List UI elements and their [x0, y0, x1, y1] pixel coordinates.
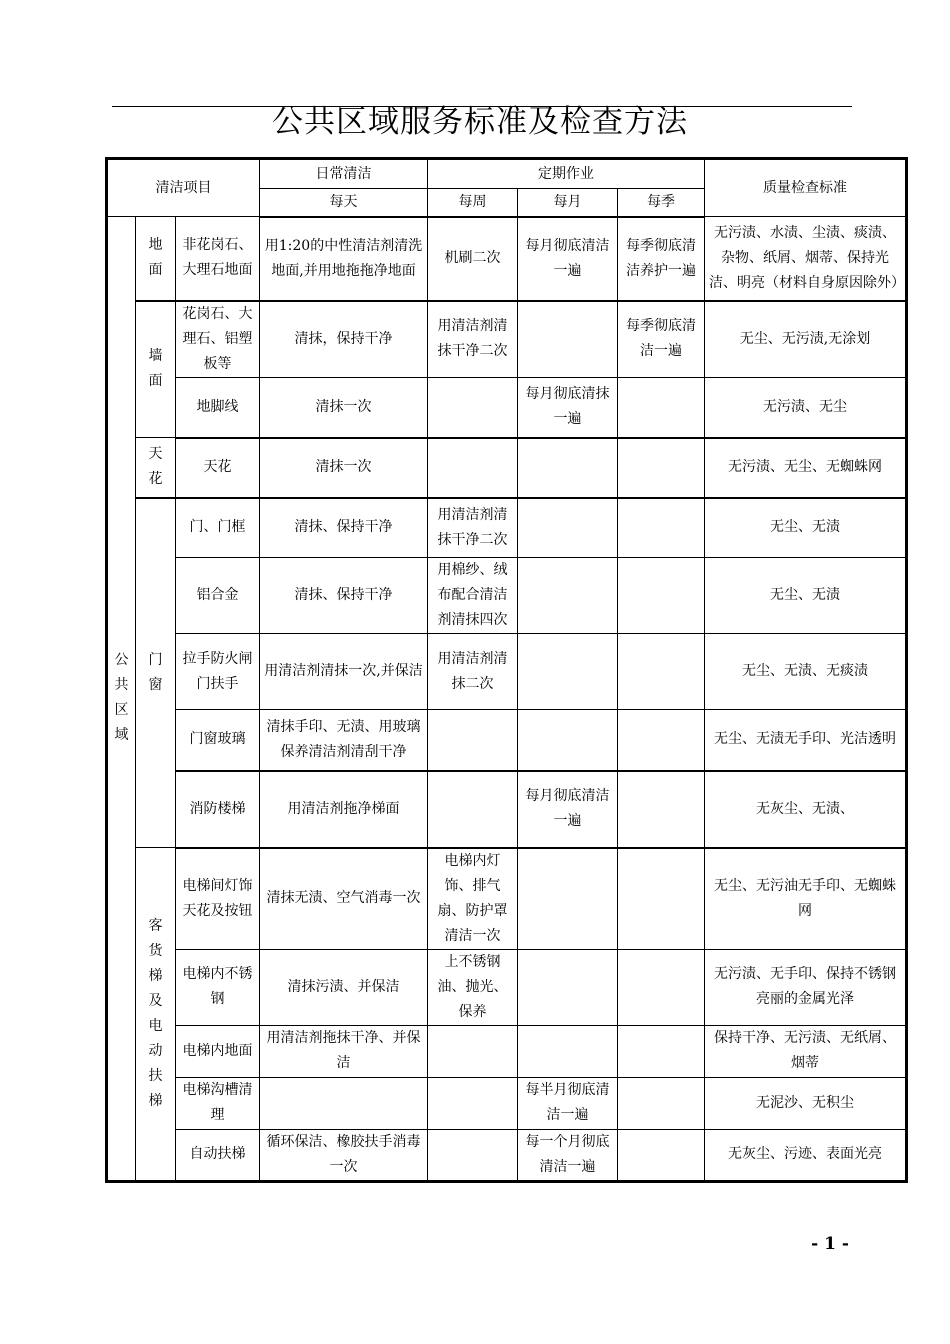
table-row [107, 1025, 907, 1077]
cell-item: 消防楼梯 [176, 771, 260, 848]
group-door-window: 门窗 [136, 498, 176, 848]
cell-month [518, 949, 618, 1025]
cell-quality: 无污渍、无手印、保持不锈钢亮丽的金属光泽 [705, 949, 907, 1025]
cell-quality: 无污渍、无尘、无蜘蛛网 [705, 438, 907, 498]
table-row [107, 217, 907, 301]
cell-week: 电梯内灯饰、排气扇、防护罩清洁一次 [428, 848, 518, 950]
cell-daily [260, 1077, 428, 1129]
table-row [107, 634, 907, 710]
cell-week [428, 1077, 518, 1129]
table-row [107, 498, 907, 558]
cell-item: 拉手防火闸门扶手 [176, 634, 260, 710]
table-row [107, 558, 907, 634]
cell-quality: 无污渍、水渍、尘渍、痰渍、杂物、纸屑、烟蒂、保持光洁、明亮（材料自身原因除外） [705, 217, 907, 301]
cell-season [618, 1129, 705, 1181]
table-row [107, 1077, 907, 1129]
cell-quality: 无尘、无渍、无痰渍 [705, 634, 907, 710]
service-standard-table [105, 157, 908, 1183]
cell-week [428, 710, 518, 771]
cell-item: 铝合金 [176, 558, 260, 634]
cell-daily: 用清洁剂清抹一次,并保洁 [260, 634, 428, 710]
cell-week: 用清洁剂清抹干净二次 [428, 498, 518, 558]
cell-quality: 无尘、无污油无手印、无蜘蛛网 [705, 848, 907, 950]
cell-month [518, 301, 618, 378]
cell-season [618, 498, 705, 558]
cell-item: 电梯内不锈钢 [176, 949, 260, 1025]
cell-daily: 用清洁剂拖抹干净、并保洁 [260, 1025, 428, 1077]
cell-week: 机刷二次 [428, 217, 518, 301]
header-every-season: 每季 [618, 189, 705, 217]
cell-week [428, 378, 518, 438]
header-daily: 日常清洁 [260, 159, 428, 189]
cell-quality: 无尘、无污渍,无涂划 [705, 301, 907, 378]
header-every-month: 每月 [518, 189, 618, 217]
cell-month [518, 710, 618, 771]
cell-daily: 清抹手印、无渍、用玻璃保养清洁剂清刮干净 [260, 710, 428, 771]
cell-item: 电梯间灯饰天花及按钮 [176, 848, 260, 950]
cell-week: 用棉纱、绒布配合清洁剂清抹四次 [428, 558, 518, 634]
cell-month: 每月彻底清洁一遍 [518, 217, 618, 301]
group-wall: 墙面 [136, 301, 176, 438]
cell-month [518, 558, 618, 634]
header-quality: 质量检查标准 [705, 159, 907, 217]
header-item: 清洁项目 [107, 159, 260, 217]
cell-month [518, 848, 618, 950]
table-row [107, 438, 907, 498]
cell-daily: 清抹，保持干净 [260, 301, 428, 378]
cell-item: 天花 [176, 438, 260, 498]
cell-season [618, 1025, 705, 1077]
area-label: 公共区域 [107, 217, 136, 1182]
cell-item: 自动扶梯 [176, 1129, 260, 1181]
cell-week [428, 771, 518, 848]
cell-daily: 清抹一次 [260, 378, 428, 438]
cell-season [618, 558, 705, 634]
cell-item: 门、门框 [176, 498, 260, 558]
cell-daily: 用1:20的中性清洁剂清洗地面,并用地拖拖净地面 [260, 217, 428, 301]
header-periodic: 定期作业 [428, 159, 705, 189]
cell-season [618, 438, 705, 498]
table-row [107, 848, 907, 950]
cell-item: 门窗玻璃 [176, 710, 260, 771]
cell-week: 用清洁剂清抹干净二次 [428, 301, 518, 378]
cell-week: 上不锈钢油、抛光、保养 [428, 949, 518, 1025]
cell-quality: 无灰尘、污迹、表面光亮 [705, 1129, 907, 1181]
cell-month [518, 498, 618, 558]
cell-item: 非花岗石、大理石地面 [176, 217, 260, 301]
cell-season [618, 949, 705, 1025]
cell-quality: 无泥沙、无积尘 [705, 1077, 907, 1129]
cell-season: 每季彻底清洁养护一遍 [618, 217, 705, 301]
cell-item: 花岗石、大理石、铝塑板等 [176, 301, 260, 378]
page-title: 公共区域服务标准及检查方法 [272, 104, 688, 140]
cell-season [618, 848, 705, 950]
group-ceiling: 天花 [136, 438, 176, 498]
cell-daily: 清抹、保持干净 [260, 558, 428, 634]
cell-daily: 清抹污渍、并保洁 [260, 949, 428, 1025]
table-row [107, 378, 907, 438]
cell-daily: 用清洁剂拖净梯面 [260, 771, 428, 848]
cell-daily: 清抹、保持干净 [260, 498, 428, 558]
cell-week [428, 1129, 518, 1181]
cell-quality: 无污渍、无尘 [705, 378, 907, 438]
cell-month [518, 1025, 618, 1077]
cell-item: 电梯沟槽清理 [176, 1077, 260, 1129]
cell-season [618, 710, 705, 771]
cell-quality: 无尘、无渍 [705, 558, 907, 634]
table-row [107, 1129, 907, 1181]
header-every-week: 每周 [428, 189, 518, 217]
page-number: - 1 - [811, 1234, 849, 1254]
group-floor: 地面 [136, 217, 176, 301]
cell-month: 每月彻底清抹一遍 [518, 378, 618, 438]
cell-daily: 循环保洁、橡胶扶手消毒一次 [260, 1129, 428, 1181]
cell-quality: 无尘、无渍无手印、光洁透明 [705, 710, 907, 771]
cell-daily: 清抹一次 [260, 438, 428, 498]
cell-season [618, 634, 705, 710]
table-row [107, 771, 907, 848]
cell-season [618, 378, 705, 438]
cell-month: 每一个月彻底清洁一遍 [518, 1129, 618, 1181]
cell-quality: 无灰尘、无渍、 [705, 771, 907, 848]
header-every-day: 每天 [260, 189, 428, 217]
cell-month: 每月彻底清洁一遍 [518, 771, 618, 848]
group-elevator: 客货梯及电动扶梯 [136, 848, 176, 1182]
cell-month [518, 438, 618, 498]
table-row [107, 301, 907, 378]
cell-item: 地脚线 [176, 378, 260, 438]
table-row [107, 710, 907, 771]
cell-item: 电梯内地面 [176, 1025, 260, 1077]
cell-week [428, 438, 518, 498]
cell-month: 每半月彻底清洁一遍 [518, 1077, 618, 1129]
cell-daily: 清抹无渍、空气消毒一次 [260, 848, 428, 950]
table-row [107, 949, 907, 1025]
cell-season [618, 1077, 705, 1129]
cell-month [518, 634, 618, 710]
cell-quality: 保持干净、无污渍、无纸屑、烟蒂 [705, 1025, 907, 1077]
cell-week [428, 1025, 518, 1077]
cell-week: 用清洁剂清抹二次 [428, 634, 518, 710]
header-row-1 [107, 159, 907, 189]
cell-quality: 无尘、无渍 [705, 498, 907, 558]
cell-season [618, 771, 705, 848]
cell-season: 每季彻底清洁一遍 [618, 301, 705, 378]
